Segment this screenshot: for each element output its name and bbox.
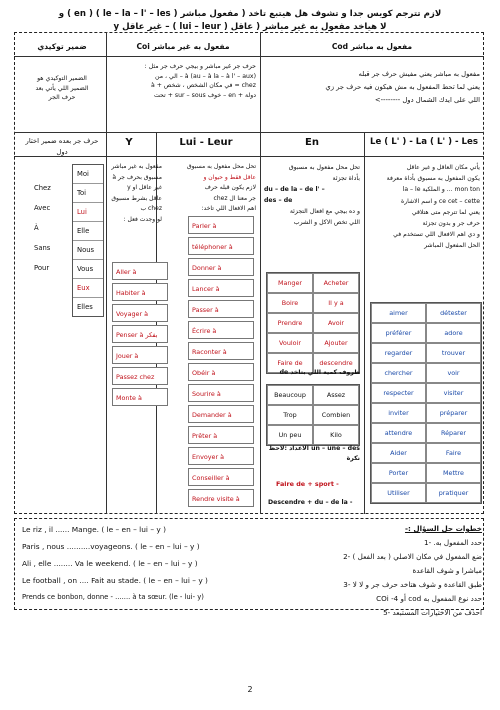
divider [364, 132, 365, 514]
note-line: chez ب [140, 205, 162, 212]
verb: Porter [371, 463, 426, 483]
col-head-coi: Coi مفعول به غير مباشر [136, 42, 230, 51]
quantity-word: Kilo [313, 425, 359, 445]
head-lui-leur: Lui - Leur [179, 137, 233, 148]
en-descendre-note: Descendre + du – de la - [268, 499, 353, 506]
y-verbs [112, 262, 168, 409]
verb: Penser à بفكر [112, 325, 168, 343]
note-line: عاقل فقط و حيوان و [203, 173, 256, 181]
step: ضع المفعول في مكان الاصلي ( بعد الفعل ) -2 [343, 552, 482, 561]
verb: inviter [371, 403, 426, 423]
verb: Habiter à [112, 283, 168, 301]
exercise-5: Prends ce bonbon, donne - ....... à ta sœur. (le - lui- y) [22, 593, 204, 601]
preposition: À [34, 224, 39, 232]
step: حدد نوع المفعول به cod أو COi -4 [376, 594, 482, 603]
note-line: تحل محل مفعول به مسبوق [187, 163, 256, 170]
note-line: يعني لما تحط المفعول به مش هيكون فيه حرف جر زي [325, 83, 480, 91]
en-numbers-note: un – une – des الاعداد :لاحظ نكرة [268, 445, 360, 462]
tonic-pronoun: Moi [73, 165, 103, 184]
verb: Sourire à [188, 384, 254, 402]
coi-desc [110, 62, 256, 100]
exercise-4: Le football , on .... Fait au stade. ( le – en – lui – y ) [22, 576, 208, 585]
verb: Avoir [313, 313, 359, 333]
note-line: مفعول به مباشر يعني مفيش حرف جر قبله [358, 70, 480, 78]
verb: Monte à [112, 388, 168, 406]
verb: Acheter [313, 273, 359, 293]
tonic-pronoun: Vous [73, 260, 103, 279]
note-line: مسبوق بحرف جر à [112, 173, 162, 181]
verb: Aller à [112, 262, 168, 280]
lela-notes [368, 162, 480, 252]
note-line: اللي تخص الاكل و الشرب [293, 219, 360, 226]
head-le-la-les: Le ( L' ) - La ( L' ) - Les [370, 137, 478, 147]
lui-notes [184, 162, 256, 215]
preposition: Pour [34, 264, 50, 272]
quantity-word: Trop [267, 405, 313, 425]
divider [14, 156, 484, 157]
tonic-pronoun: Nous [73, 241, 103, 260]
verb: trouver [426, 343, 481, 363]
verb: Boire [267, 293, 313, 313]
head-y: Y [125, 137, 133, 148]
col-head-cod: Cod مفعول به مباشر [331, 42, 413, 51]
verb: Voyager à [112, 304, 168, 322]
tonic-pronoun: Eux [73, 279, 103, 298]
verb: préférer [371, 323, 426, 343]
verb: préparer [426, 403, 481, 423]
lela-verbs-grid [370, 302, 482, 504]
verb: visiter [426, 383, 481, 403]
verb: aimer [371, 303, 426, 323]
note-line: الحل المفعول المباشر [424, 242, 480, 250]
prepositions-list [34, 178, 51, 278]
verb: Parler à [188, 216, 254, 234]
quantity-word: Un peu [267, 425, 313, 445]
tonic-pronoun: Elles [77, 303, 93, 311]
verb: adore [426, 323, 481, 343]
tonic-pronoun: Toi [73, 184, 103, 203]
divider [106, 32, 107, 132]
note-line: الضمير اللي يأتي بعد [35, 84, 89, 92]
tonic-desc [20, 74, 104, 103]
verb: descendre [313, 353, 359, 373]
verb: Aider [371, 443, 426, 463]
divider [14, 132, 484, 133]
note-line: و ده بيجي مع افعال التجزئة [289, 208, 360, 215]
note-line: mon ton ... و الملكية la – le [402, 186, 480, 194]
divider [260, 32, 261, 132]
verb: Prêter à [188, 426, 254, 444]
note-line: لو وجدت فعل : [123, 215, 162, 223]
verb: Donner à [188, 258, 254, 276]
note-line: ce cet – cette و اسم الاشارة [401, 197, 480, 205]
verb: pratiquer [426, 483, 481, 503]
note-line: لازم يكون قبله حرف [204, 184, 256, 191]
verb: respecter [371, 383, 426, 403]
quantity-word: Assez [313, 385, 359, 405]
verb: Il y a [313, 293, 359, 313]
note-line: اهم الافعال اللي تاخد: [201, 205, 256, 212]
note-line: الضمير التوكيدي هو [37, 75, 87, 82]
verb: Mettre [426, 463, 481, 483]
en-quantity-grid [266, 384, 360, 446]
divider [260, 132, 261, 514]
tonic-pronoun: Elle [73, 222, 103, 241]
note-line: دولة + en – خوف sur – sous + تحت [153, 91, 256, 99]
verb: chercher [371, 363, 426, 383]
verb: Lancer à [188, 279, 254, 297]
quantity-word: Beaucoup [267, 385, 313, 405]
preposition: Sans [34, 244, 51, 252]
note-line: يعني لما تترجم متى هتلاقي [411, 208, 480, 216]
verb: Écrire à [188, 321, 254, 339]
header [8, 8, 492, 34]
verb: Prendre [267, 313, 313, 333]
step: مباشرا و شوف القاعدة [412, 566, 482, 575]
verb: Réparer [426, 423, 481, 443]
note-line: chez = في مكان الشخص ، شخص + à [150, 82, 256, 90]
preposition: Avec [34, 204, 51, 212]
verb: Obéir à [188, 363, 254, 381]
preposition: Chez [34, 184, 51, 192]
verb: attendre [371, 423, 426, 443]
note-line: حرف جر غير مباشر و بيجي حرف جر مثل : [144, 63, 256, 70]
lui-verbs [188, 216, 254, 510]
en-notes [264, 162, 360, 228]
note-line: اللي على ايدك الشمال دول --------> [374, 96, 480, 104]
verb: Raconter à [188, 342, 254, 360]
en-quantity-title: ظروف كمية اللي بتاخد de [279, 369, 360, 376]
verb: regarder [371, 343, 426, 363]
exercise-1: Le riz , il ...... Mange. ( le – en – lui – y ) [22, 525, 166, 534]
verb: Rendre visite à [188, 489, 254, 507]
exercise-3: Ali , elle ........ Va le weekend. ( le – en – lui – y ) [22, 559, 198, 568]
verb: Envoyer à [188, 447, 254, 465]
verb: Passez chez [112, 367, 168, 385]
verb: Utiliser [371, 483, 426, 503]
note-line: بأداة تجزئة [332, 175, 360, 182]
verb: Conseiller à [188, 468, 254, 486]
note-line: يكون المفعول به مسبوق بأداة معرفة [386, 175, 480, 183]
cod-desc [264, 68, 480, 107]
note-line: du – de la – de l' – [264, 186, 325, 193]
verb: détester [426, 303, 481, 323]
tonic-pronoun-box [72, 164, 104, 317]
note-line: يأتي مكان العاقل و غير عاقل [406, 164, 480, 171]
verb: Faire [426, 443, 481, 463]
tonic-pronoun: Lui [73, 203, 103, 222]
head-en: En [305, 137, 319, 148]
divider [14, 56, 484, 57]
verb: Faire de [267, 353, 313, 373]
quantity-word: Combien [313, 405, 359, 425]
page-number: 2 [247, 685, 253, 694]
note-line: عاقل بشرط مسبوق [111, 194, 162, 202]
verb: Jouer à [112, 346, 168, 364]
tonic-sub-head: حرف جر بعده ضمير اختار دول [25, 137, 99, 156]
en-sport-note: Faire de + sport - [276, 480, 339, 488]
divider [106, 132, 107, 514]
note-line: à (au – à la – à l' – aux) – الي ، من [155, 72, 256, 80]
note-line: تحل محل مفعول به مسبوق [288, 164, 360, 171]
verb: téléphoner à [188, 237, 254, 255]
step: حدد المفعول به. -1 [424, 538, 482, 547]
en-verbs-grid [266, 272, 360, 374]
steps-title: خطوات حل السؤال :- [404, 524, 482, 533]
verb: voir [426, 363, 481, 383]
steps-list [272, 536, 482, 620]
verb: Passer à [188, 300, 254, 318]
note-line: جر معنا ال chez [213, 194, 256, 202]
note-line: des – de [264, 197, 293, 204]
verb: Vouloir [267, 333, 313, 353]
verb: Manger [267, 273, 313, 293]
note-line: مفعول به غير مباشر [111, 163, 162, 170]
header-line-1: لازم تترجم كويس جدا و تشوف هل هيتبع تاخد ( مفعول مباشر ( le – la – l' – les ) ( en ) و [58, 9, 442, 19]
note-line: حرف جر و بدون تجزئة [422, 220, 480, 228]
note-line: غير عاقل او y [127, 184, 162, 191]
col-head-tonic: ضمير توكيدي [37, 42, 87, 51]
note-line: و دي اهم الافعال اللي تستخدم في [393, 231, 480, 239]
verb: Ajouter [313, 333, 359, 353]
note-line: حرف الجر [48, 94, 76, 102]
verb: Demander à [188, 405, 254, 423]
step: احذف من الاختيارات المستبعد -5 [383, 608, 482, 617]
header-line-2: لا هياخد مفعول به غير مباشر ( عاقل ( lui – leur ) – غير عاقل y [113, 22, 387, 32]
exercise-2: Paris , nous ..........voyageons. ( le – en – lui – y ) [22, 542, 200, 551]
step: طبق القاعدة و شوف هتاخد حرف جر و لا لا -3 [343, 580, 482, 589]
y-notes [108, 162, 162, 225]
